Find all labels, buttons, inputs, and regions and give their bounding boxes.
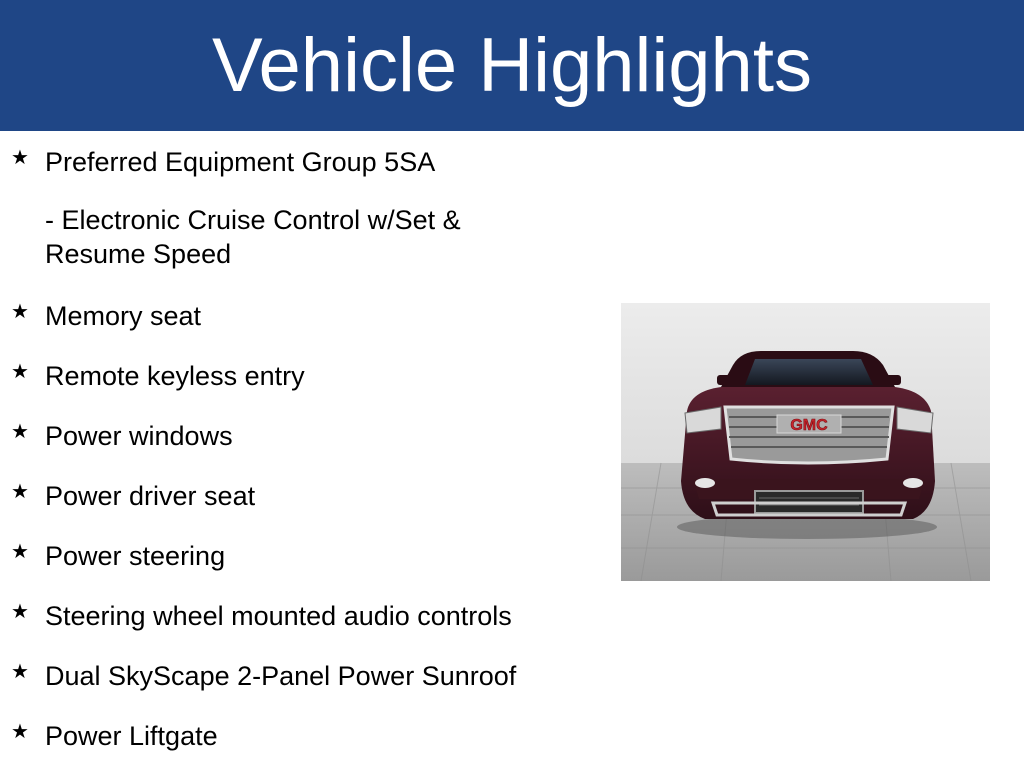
list-item-text: Power Liftgate bbox=[45, 721, 218, 751]
page-title: Vehicle Highlights bbox=[212, 23, 812, 108]
list-item-text: Preferred Equipment Group 5SA bbox=[45, 147, 436, 177]
list-item-text: Dual SkyScape 2-Panel Power Sunroof bbox=[45, 661, 517, 691]
header-bar bbox=[0, 0, 1024, 131]
star-bullet-icon: ★ bbox=[11, 421, 29, 443]
list-item-text: Memory seat bbox=[45, 301, 202, 331]
star-bullet-icon: ★ bbox=[11, 541, 29, 563]
star-bullet-icon: ★ bbox=[11, 481, 29, 503]
grille-badge: GMC bbox=[790, 417, 828, 434]
star-bullet-icon: ★ bbox=[11, 721, 29, 743]
list-item-text: Steering wheel mounted audio controls bbox=[45, 601, 512, 631]
list-item-text: Power steering bbox=[45, 541, 226, 571]
star-bullet-icon: ★ bbox=[11, 301, 29, 323]
list-item-text: - Electronic Cruise Control w/Set & Resume Speed bbox=[45, 205, 461, 269]
list-item-text: Remote keyless entry bbox=[45, 361, 305, 391]
star-bullet-icon: ★ bbox=[11, 361, 29, 383]
star-bullet-icon: ★ bbox=[11, 601, 29, 623]
list-item-text: Power windows bbox=[45, 421, 233, 451]
star-bullet-icon: ★ bbox=[11, 147, 29, 169]
vehicle-photo bbox=[621, 303, 990, 581]
star-bullet-icon: ★ bbox=[11, 661, 29, 683]
list-item-text: Power driver seat bbox=[45, 481, 256, 511]
